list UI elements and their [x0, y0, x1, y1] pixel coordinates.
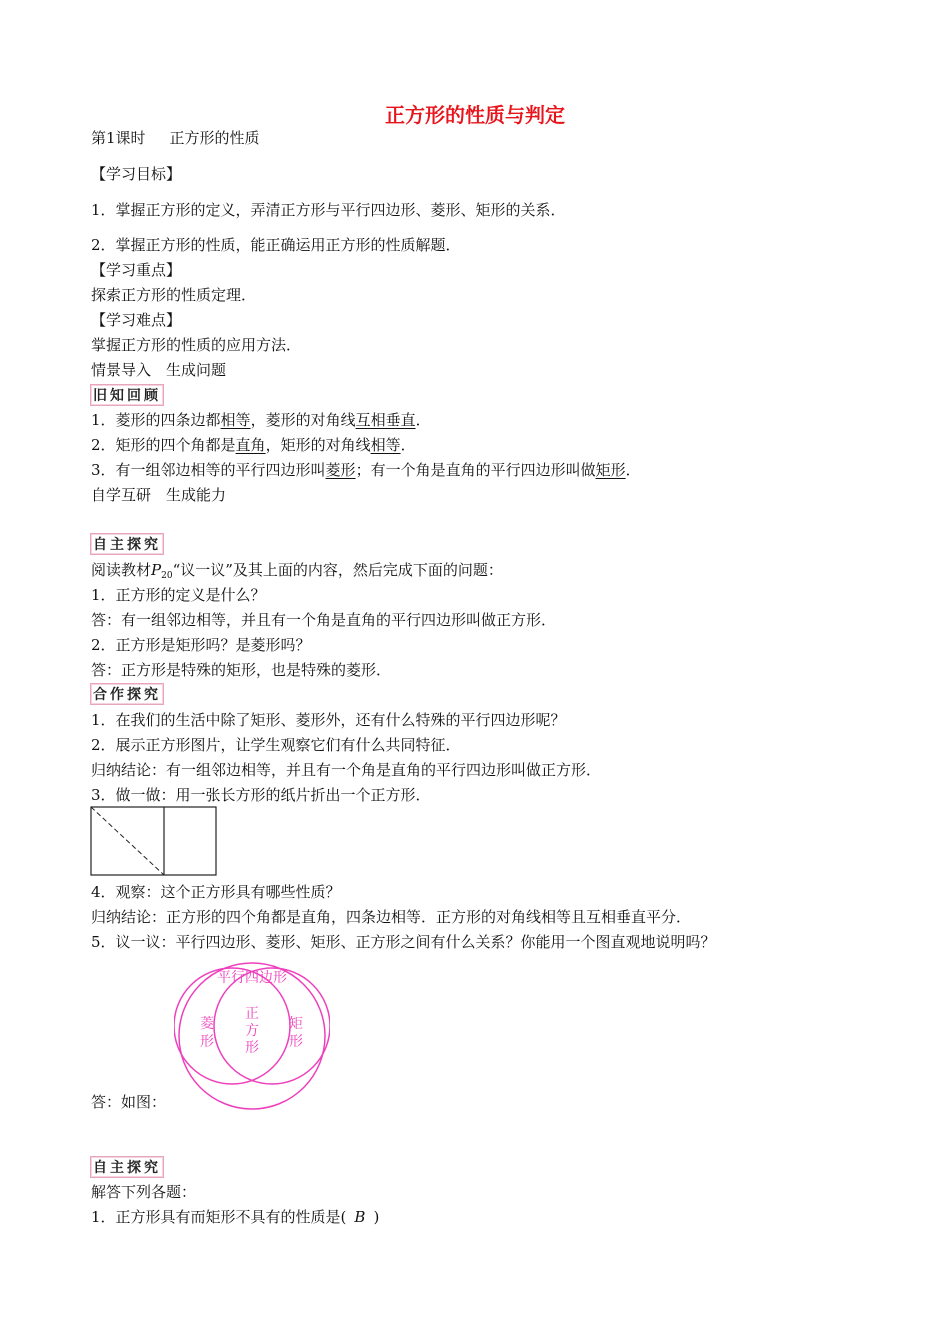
self-study-badge: 自主探究	[90, 533, 164, 555]
lesson-period: 第1课时	[91, 129, 146, 147]
review-2-answer-b: 相等	[370, 436, 401, 454]
venn-right-label-2: 形	[289, 1034, 303, 1050]
focus-heading: 【学习重点】	[91, 261, 182, 279]
review-3-answer-b: 矩形	[595, 461, 626, 479]
quadrilateral-venn-diagram	[174, 960, 330, 1112]
goal-item-2: 2．掌握正方形的性质，能正确运用正方形的性质解题．	[91, 236, 461, 254]
exercise-intro: 解答下列各题：	[91, 1183, 197, 1201]
venn-left-label-1: 菱	[200, 1016, 214, 1032]
review-3-text-b: ；有一个角是直角的平行四边形叫做	[355, 461, 596, 479]
review-3-text-a: 3．有一组邻边相等的平行四边形叫	[91, 461, 326, 479]
reading-instruction	[91, 560, 503, 586]
intro-section-title: 情景导入 生成问题	[91, 361, 227, 379]
self-study-section-title: 自学互研 生成能力	[91, 486, 227, 504]
cooperation-badge: 合作探究	[90, 683, 164, 705]
review-1-answer-b: 互相垂直	[355, 411, 416, 429]
reading-text-a: 阅读教材	[91, 561, 152, 579]
question-1-answer: B	[354, 1208, 366, 1226]
review-1-answer-a: 相等	[220, 411, 251, 429]
venn-outer-label: 平行四边形	[217, 970, 287, 986]
review-line-3	[91, 460, 641, 480]
review-3-answer-a: 菱形	[325, 461, 356, 479]
review-2-answer-a: 直角	[235, 436, 266, 454]
review-3-text-c: ．	[625, 461, 641, 479]
venn-center-label-1: 正	[245, 1006, 259, 1022]
difficulty-text: 掌握正方形的性质的应用方法．	[91, 336, 302, 354]
venn-answer-label: 答：如图：	[91, 1093, 167, 1111]
question-1-text: 1．正方形具有而矩形不具有的性质是(	[91, 1208, 347, 1226]
cooperation-line-2: 2．展示正方形图片，让学生观察它们有什么共同特征．	[91, 736, 461, 754]
self-study-line-1: 1．正方形的定义是什么？	[91, 586, 266, 604]
cooperation-line-7: 5．议一议：平行四边形、菱形、矩形、正方形之间有什么关系？你能用一个图直观地说明吗？	[91, 933, 716, 951]
review-2-text-b: ，矩形的对角线	[265, 436, 371, 454]
goals-heading: 【学习目标】	[91, 165, 182, 183]
reading-text-b: “议一议”及其上面的内容，然后完成下面的问题：	[172, 561, 503, 579]
paper-fold-diagram	[90, 806, 220, 878]
dashed-diagonal	[91, 807, 164, 875]
exercise-question-1	[91, 1207, 379, 1227]
page-title: 正方形的性质与判定	[385, 103, 565, 127]
review-1-text-c: ．	[415, 411, 431, 429]
review-2-text-c: ．	[400, 436, 416, 454]
paper-rectangle	[91, 807, 216, 875]
cooperation-line-6: 归纳结论：正方形的四个角都是直角，四条边相等．正方形的对角线相等且互相垂直平分．	[91, 908, 692, 926]
goal-item-1: 1．掌握正方形的定义，弄清正方形与平行四边形、菱形、矩形的关系．	[91, 201, 566, 219]
cooperation-line-4: 3．做一做：用一张长方形的纸片折出一个正方形．	[91, 786, 431, 804]
lesson-header	[91, 128, 260, 148]
page-ref-letter: P	[151, 561, 162, 579]
exercise-badge: 自主探究	[90, 1156, 164, 1178]
question-1-close: )	[373, 1208, 380, 1226]
review-1-text-a: 1．菱形的四条边都	[91, 411, 221, 429]
review-line-1	[91, 410, 431, 430]
review-2-text-a: 2．矩形的四个角都是	[91, 436, 236, 454]
self-study-line-3: 2．正方形是矩形吗？是菱形吗？	[91, 636, 311, 654]
self-study-line-4: 答：正方形是特殊的矩形，也是特殊的菱形．	[91, 661, 392, 679]
lesson-topic: 正方形的性质	[169, 129, 260, 147]
review-badge: 旧知回顾	[90, 384, 164, 406]
cooperation-line-5: 4．观察：这个正方形具有哪些性质？	[91, 883, 341, 901]
venn-left-label-2: 形	[200, 1034, 214, 1050]
review-1-text-b: ，菱形的对角线	[250, 411, 356, 429]
difficulty-heading: 【学习难点】	[91, 311, 182, 329]
venn-right-label-1: 矩	[289, 1016, 303, 1032]
venn-center-label-3: 形	[245, 1040, 259, 1056]
cooperation-line-3: 归纳结论：有一组邻边相等，并且有一个角是直角的平行四边形叫做正方形．	[91, 761, 602, 779]
self-study-line-2: 答：有一组邻边相等，并且有一个角是直角的平行四边形叫做正方形．	[91, 611, 557, 629]
review-line-2	[91, 435, 416, 455]
page-ref-number: 20	[161, 571, 173, 581]
venn-center-label-2: 方	[245, 1023, 259, 1039]
cooperation-line-1: 1．在我们的生活中除了矩形、菱形外，还有什么特殊的平行四边形呢？	[91, 711, 566, 729]
focus-text: 探索正方形的性质定理．	[91, 286, 257, 304]
